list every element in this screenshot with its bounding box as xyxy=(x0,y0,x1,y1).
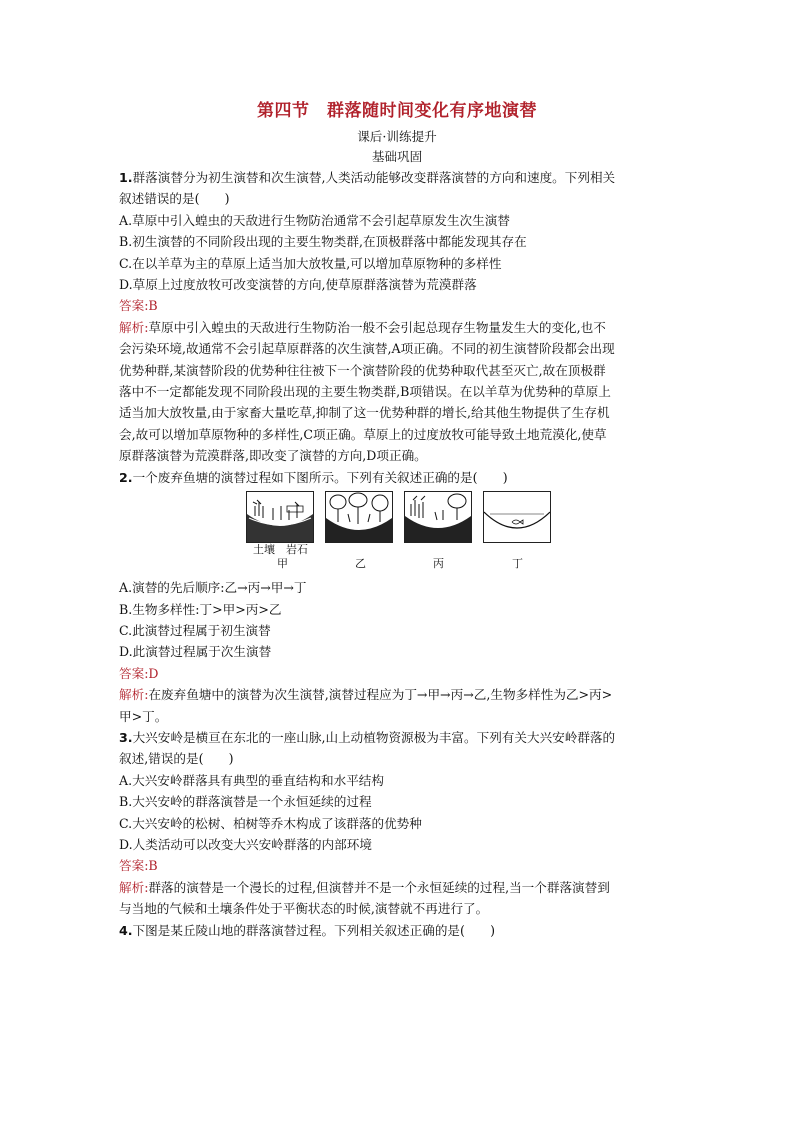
panel-yi xyxy=(325,491,393,543)
analysis-line: 原群落演替为荒漠群落,即改变了演替的方向,D项正确。 xyxy=(119,448,427,464)
question-4 xyxy=(119,920,675,941)
question-number: 4. xyxy=(119,922,133,938)
question-2 xyxy=(119,467,675,727)
panel-bing xyxy=(404,491,472,543)
pond-grass-illustration xyxy=(247,492,313,542)
analysis-line: 解析:草原中引入蝗虫的天敌进行生物防治一般不会引起总现存生物量发生大的变化,也不 xyxy=(119,319,606,335)
forest-illustration xyxy=(326,492,392,542)
panel-label-yi: 乙 xyxy=(355,557,366,571)
panel-label-jia: 甲 xyxy=(277,557,288,571)
panel-label-ding: 丁 xyxy=(512,557,523,571)
water-pond-illustration xyxy=(484,492,550,542)
question-stem-cont: 叙述,错误的是( ) xyxy=(119,751,234,767)
analysis-line: 解析:群落的演替是一个漫长的过程,但演替并不是一个永恒延续的过程,当一个群落演替到 xyxy=(119,879,610,895)
rock-label: 岩石 xyxy=(286,543,308,557)
question-3 xyxy=(119,727,675,920)
analysis-label: 解析: xyxy=(119,319,149,335)
page-title: 第四节 群落随时间变化有序地演替 xyxy=(257,101,537,121)
question-number: 1. xyxy=(119,170,133,185)
analysis-line: 甲>丁。 xyxy=(119,708,168,724)
shrub-illustration xyxy=(405,492,471,542)
panel-jia xyxy=(246,491,314,543)
panel-label-bing: 丙 xyxy=(433,557,444,571)
document-page xyxy=(119,96,675,941)
option-c: C.在以羊草为主的草原上适当加大放牧量,可以增加草原物种的多样性 xyxy=(119,255,502,271)
analysis-line: 与当地的气候和土壤条件处于平衡状态的时候,演替就不再进行了。 xyxy=(119,901,489,917)
subtitle-practice: 课后·训练提升 xyxy=(357,129,437,144)
option-d: D.人类活动可以改变大兴安岭群落的内部环境 xyxy=(119,836,372,852)
option-c: C.此演替过程属于初生演替 xyxy=(119,622,271,638)
panel-ding xyxy=(483,491,551,543)
question-stem: 3.大兴安岭是横亘在东北的一座山脉,山上动植物资源极为丰富。下列有关大兴安岭群落的 xyxy=(119,729,616,745)
analysis-line: 解析:在废弃鱼塘中的演替为次生演替,演替过程应为丁→甲→丙→乙,生物多样性为乙>丙> xyxy=(119,687,613,703)
answer: 答案:B xyxy=(119,858,158,874)
option-d: D.此演替过程属于次生演替 xyxy=(119,644,272,660)
analysis-line: 落中不一定都能发现不同阶段出现的主要生物类群,B项错误。在以羊草为优势种的草原上 xyxy=(119,384,611,400)
soil-label: 土壤 xyxy=(253,543,275,557)
analysis-label: 解析: xyxy=(119,879,149,895)
analysis-line: 会,故可以增加草原物种的多样性,C项正确。草原上的过度放牧可能导致土地荒漠化,使草 xyxy=(119,426,607,442)
option-b: B.大兴安岭的群落演替是一个永恒延续的过程 xyxy=(119,794,372,810)
subtitle-basic: 基础巩固 xyxy=(371,149,423,164)
question-number: 2. xyxy=(119,469,133,485)
option-b: B.初生演替的不同阶段出现的主要生物类群,在顶极群落中都能发现其存在 xyxy=(119,234,527,250)
analysis-line: 会污染环境,故通常不会引起草原群落的次生演替,A项正确。不同的初生演替阶段都会出现 xyxy=(119,341,615,357)
option-c: C.大兴安岭的松树、柏树等乔木构成了该群落的优势种 xyxy=(119,815,422,831)
question-1 xyxy=(119,167,675,467)
option-a: A.草原中引入蝗虫的天敌进行生物防治通常不会引起草原发生次生演替 xyxy=(119,212,510,228)
analysis-line: 适当加大放牧量,由于家畜大量吃草,抑制了这一优势种群的增长,给其他生物提供了生存机 xyxy=(119,405,610,421)
answer: 答案:B xyxy=(119,298,158,314)
option-a: A.大兴安岭群落具有典型的垂直结构和水平结构 xyxy=(119,772,384,788)
question-number: 3. xyxy=(119,729,133,745)
question-stem: 4.下图是某丘陵山地的群落演替过程。下列相关叙述正确的是( ) xyxy=(119,922,496,938)
answer: 答案:D xyxy=(119,665,159,681)
succession-figure xyxy=(119,491,675,573)
analysis-label: 解析: xyxy=(119,687,149,703)
option-b: B.生物多样性:丁>甲>丙>乙 xyxy=(119,601,282,617)
question-stem: 2.一个废弃鱼塘的演替过程如下图所示。下列有关叙述正确的是( ) xyxy=(119,469,508,485)
question-stem: 1.群落演替分为初生演替和次生演替,人类活动能够改变群落演替的方向和速度。下列相关 xyxy=(119,170,616,185)
question-stem-cont: 叙述错误的是( ) xyxy=(119,191,230,207)
option-a: A.演替的先后顺序:乙→丙→甲→丁 xyxy=(119,580,307,596)
analysis-line: 优势种群,某演替阶段的优势种往往被下一个演替阶段的优势种取代甚至灭亡,故在顶极群 xyxy=(119,362,606,378)
option-d: D.草原上过度放牧可改变演替的方向,使草原群落演替为荒漠群落 xyxy=(119,277,477,293)
